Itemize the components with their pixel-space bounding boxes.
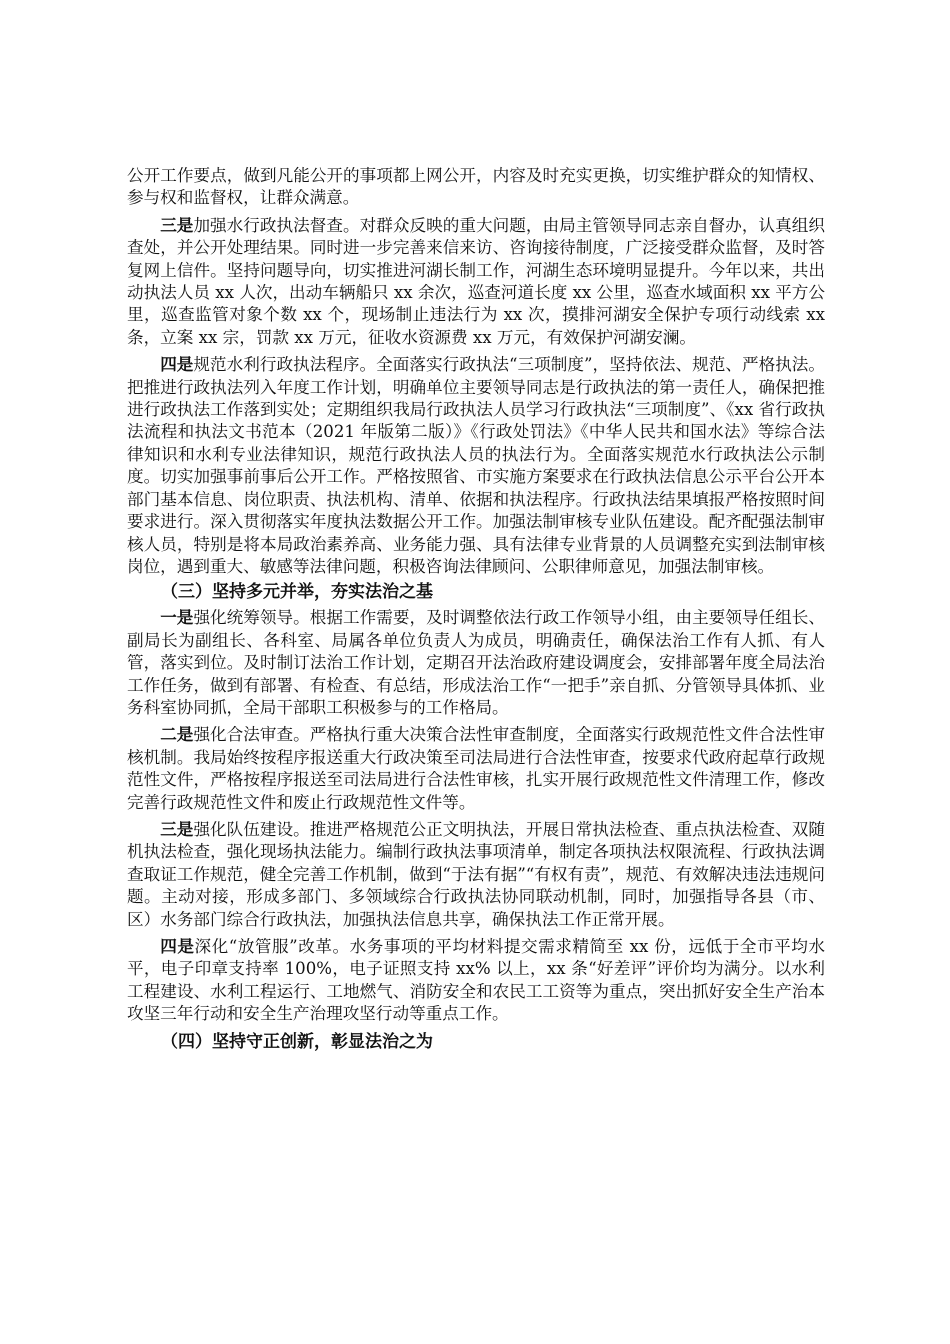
paragraph-text: 深化“放管服”改革。水务事项的平均材料提交需求精简至 xx 份，远低于全市平均水平，电子印章支持率 100%，电子证照支持 xx% 以上，xx 条“好差评”评价均为满分。以水利工程建设、水利工程运行、工地燃气、消防安全和农民工工资等为重点，突出抓好安全生产治本攻坚三年行动和安全生产治理攻坚行动等重点工作。 <box>127 937 826 1024</box>
section-heading-3: （三）坚持多元并举，夯实法治之基 <box>161 582 433 603</box>
paragraph-text: 规范水利行政执法程序。全面落实行政执法“三项制度”，坚持依法、规范、严格执法。把推进行政执法列入年度工作计划，明确单位主要领导同志是行政执法的第一责任人，确保把推进行政执法工作落到实处；定期组织我局行政执法人员学习行政执法“三项制度”、《xx 省行政执法流程和执法文书范本（2021 年版第二版）》《行政处罚法》《中华人民共和国水法》等综合法律知识和水利专业法律知识，规范行政执法人员的执法行为。全面落实规范水行政执法公示制度。切实加强事前事后公开工作。严格按照省、市实施方案要求在行政执法信息公示平台公开本部门基本信息、岗位职责、执法机构、清单、依据和执法程序。行政执法结果填报严格按照时间要求进行。深入贯彻落实年度执法数据公开工作。加强法制审核专业队伍建设。配齐配强法制审核人员，特别是将本局政治素养高、业务能力强、具有法律专业背景的人员调整充实到法制审核岗位，遇到重大、敏感等法律问题，积极咨询法律顾问、公职律师意见，加强法制审核。 <box>127 355 826 576</box>
paragraph-text: 强化合法审查。严格执行重大决策合法性审查制度，全面落实行政规范性文件合法性审核机制。我局始终按程序报送重大行政决策至司法局进行合法性审查，按要求代政府起草行政规范性文件，严格按程序报送至司法局进行合法性审核，扎实开展行政规范性文件清理工作，修改完善行政规范性文件和废止行政规范性文件等。 <box>127 725 826 812</box>
paragraph-fourth-point-2 <box>127 935 825 1026</box>
section-heading-4: （四）坚持守正创新，彰显法治之为 <box>161 1031 433 1052</box>
paragraph-text: 公开工作要点，做到凡能公开的事项都上网公开，内容及时充实更换，切实维护群众的知情权、参与权和监督权，让群众满意。 <box>127 166 825 208</box>
paragraph-second-point <box>127 723 825 814</box>
paragraph-lead: 三是 <box>160 214 194 235</box>
paragraph-lead: 四是 <box>160 354 194 375</box>
document-page <box>127 165 825 1054</box>
paragraph-lead: 一是 <box>160 607 194 628</box>
paragraph-first-point <box>127 606 825 719</box>
paragraph-third-point-2 <box>127 818 825 931</box>
paragraph-lead: 四是 <box>160 936 195 956</box>
paragraph-lead: 三是 <box>160 818 194 839</box>
paragraph-continuation <box>127 165 825 210</box>
paragraph-text: 强化统筹领导。根据工作需要，及时调整依法行政工作领导小组，由主要领导任组长、副局长为副组长、各科室、局属各单位负责人为成员，明确责任，确保法治工作有人抓、有人管，落实到位。及时制订法治工作计划，定期召开法治政府建设调度会，安排部署年度全局法治工作任务，做到有部署、有检查、有总结，形成法治工作“一把手”亲自抓、分管领导具体抓、业务科室协同抓，全局干部职工积极参与的工作格局。 <box>127 608 826 717</box>
paragraph-text: 加强水行政执法督查。对群众反映的重大问题，由局主管领导同志亲自督办，认真组织查处，并公开处理结果。同时进一步完善来信来访、咨询接待制度，广泛接受群众监督，及时答复网上信件。坚持问题导向，切实推进河湖长制工作，河湖生态环境明显提升。今年以来，共出动执法人员 xx 人次，出动车辆船只 xx 余次，巡查河道长度 xx 公里，巡查水域面积 xx 平方公里，巡查监管对象个数 xx 个，现场制止违法行为 xx 次，摸排河湖安全保护专项行动线索 xx 条，立案 xx 宗，罚款 xx 万元，征收水资源费 xx 万元，有效保护河湖安澜。 <box>127 215 826 347</box>
paragraph-text: 强化队伍建设。推进严格规范公正文明执法，开展日常执法检查、重点执法检查、双随机执法检查，强化现场执法能力。编制行政执法事项清单，制定各项执法权限流程、行政执法调查取证工作规范，健全完善工作机制，做到“于法有据”“有权有责”，规范、有效解决违法违规问题。主动对接，形成多部门、多领域综合行政执法协同联动机制，同时，加强指导各县（市、区）水务部门综合行政执法，加强执法信息共享，确保执法工作正常开展。 <box>127 819 826 929</box>
paragraph-fourth-point <box>127 353 825 578</box>
paragraph-lead: 二是 <box>160 724 194 745</box>
paragraph-third-point <box>127 214 825 349</box>
